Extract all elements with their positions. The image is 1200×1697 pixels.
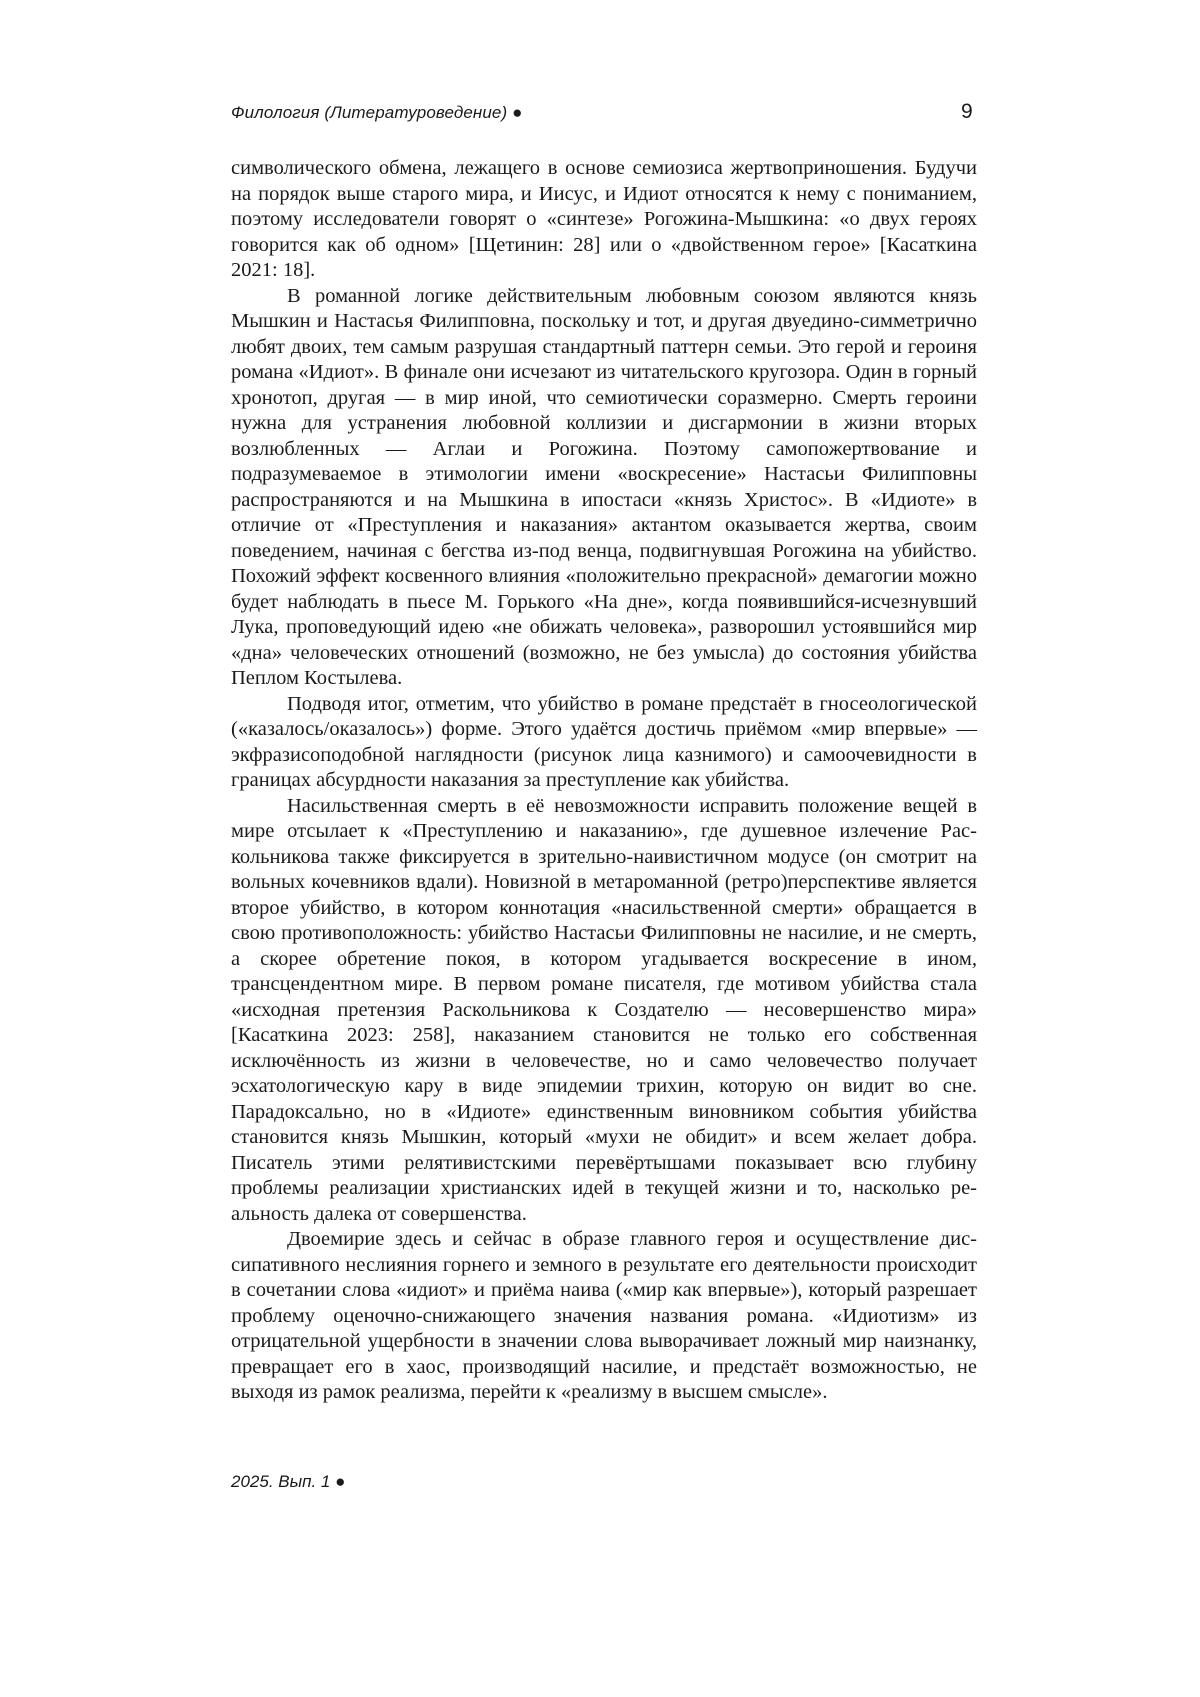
paragraph: Подводя итог, отметим, что убийство в романе предстаёт в гносеологической («казалось/оказалось») форме. Этого удаётся достичь приёмом «мир впервые» — экфразисоподобной наглядности (рисунок лица казнимого) и самоочевидности в границах абсурдности наказания за преступление как убийства. [231,692,977,791]
page-number: 9 [961,100,973,123]
article-body [231,156,977,1406]
paragraph: В романной логике действительным любовным союзом являются князь Мышкин и Настасья Филипповна, поскольку и тот, и другая двуедино-симметрично любят двоих, тем самым разрушая стандартный паттерн семьи. Это герой и героиня романа «Идиот». В финале они исчезают из читательского кругозора. Один в горный хронотоп, другая — в мир иной, что семиотически соразмерно. Смерть героини нужна для устранения любовной коллизии и дисгармонии в жизни вторых возлюбленных — Аглаи и Рогожина. Поэтому самопожертвование и подразумеваемое в этимологии имени «воскресение» Настасьи Филипповны распространяются и на Мышкина в ипостаси «князь Христос». В «Идиоте» в отличие от «Преступления и наказания» актантом оказывается жертва, своим поведением, начиная с бегства из-под венца, подвигнувшая Рогожина на убийство. Похожий эффект косвенного влияния «положительно прекрасной» демагогии можно будет наблюдать в пьесе М. Горького «На дне», когда появившийся-исчезнувший Лука, проповедующий идею «не обижать человека», разворошил устоявшийся мир «дна» человеческих отношений (возможно, не без умысла) до состояния убийства Пеплом Костылева. [231,284,977,689]
paragraph-continuation: символического обмена, лежащего в основе семиозиса жертвоприношения. Будучи на порядок выше старого мира, и Иисус, и Идиот относятся к нему с пониманием, поэтому исследователи говорят о «синтезе» Рогожина-Мышкина: «о двух героях говорится как об одном» [Щетинин: 28] или о «двойственном герое» [Касаткина 2021: 18]. [231,157,977,281]
paragraph: Насильственная смерть в её невозможности исправить положение вещей в мире отсылает к «Преступлению и наказанию», где душевное излечение Раскольникова также фиксируется в зрительно-наивистичном модусе (он смотрит на вольных кочевников вдали). Новизной в метароманной (ретро)перспективе является второе убийство, в котором коннотация «насильственной смерти» обращается в свою противоположность: убийство Настасьи Филипповны не насилие, и не смерть, а скорее обретение покоя, в котором угадывается воскресение в ином, трансцендентном мире. В первом романе писателя, где мотивом убийства стала «исходная претензия Раскольникова к Создателю — несовершенство мира» [Касаткина 2023: 258], наказанием становится не только его собственная исключённость из жизни в человечестве, но и само человечество получает эсхатологическую кару в виде эпидемии трихин, которую он видит во сне. Парадоксально, но в «Идиоте» единственным виновником события убийства становится князь Мышкин, который «мухи не обидит» и всем желает добра. Писатель этими релятивистскими перевёртышами показывает всю глубину проблемы реализации христианских идей в текущей жизни и то, насколько реальность далека от совершенства. [231,794,977,1225]
journal-section-title: Филология (Литературоведение) ● [231,103,523,122]
paragraph: Двоемирие здесь и сейчас в образе главного героя и осуществление диссипативного неслияния горнего и земного в результате его деятельности происходит в сочетании слова «идиот» и приёма наива («мир как впервые»), который разрешает проблему оценочно-снижающего значения названия романа. «Идиотизм» из отрицательной ущербности в значении слова выворачивает ложный мир наизнанку, превращает его в хаос, производящий насилие, и предстаёт возможностью, не выходя из рамок реализма, перейти к «реализму в высшем смысле». [231,1228,977,1403]
issue-footer: 2025. Вып. 1 ● [231,1472,346,1491]
